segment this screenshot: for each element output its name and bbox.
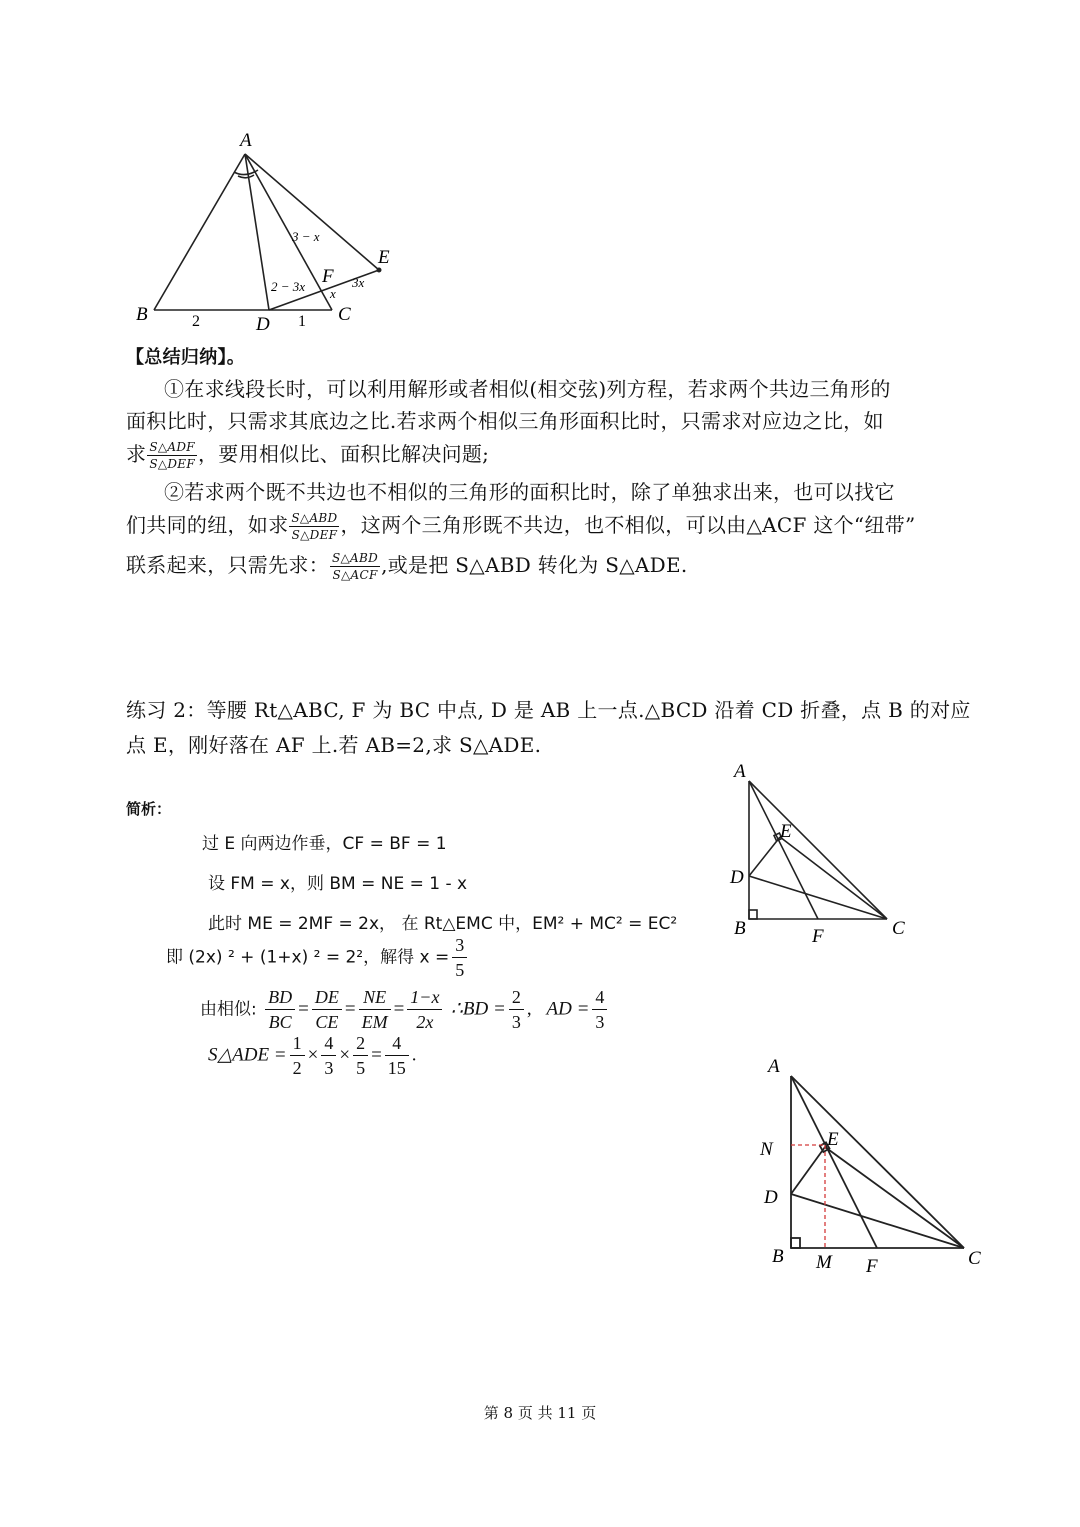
- fig3-label-C: C: [968, 1248, 981, 1269]
- r1-den: BC: [268, 1012, 292, 1032]
- a2-fraction: [321, 1034, 336, 1077]
- solution-line2: 设 FM = x，则 BM = NE = 1 - x: [208, 874, 468, 894]
- fig1-label-D: D: [256, 314, 270, 335]
- solution-line4: [166, 936, 470, 979]
- summary-p1-frac-num: S△ADF: [147, 441, 197, 456]
- solution-line5: 由相似: $\frac{BD}{BC}$ = $\frac{DE}{CE}$ = $\frac{NE}{EM}$ = $\frac{1-x}{2x}$ ∴BD = $\frac{2}{3}$ , AD = $\frac{4}{3}$: [200, 988, 610, 1031]
- area-text: S△ADE =: [208, 1044, 287, 1066]
- r1-num: BD: [265, 988, 295, 1010]
- r3-den: EM: [361, 1012, 388, 1032]
- fig1-label-B: B: [136, 304, 148, 325]
- fig3-label-E: E: [827, 1129, 839, 1150]
- triangle-figure-3: [750, 1050, 1000, 1290]
- exercise-line2: 点 E，刚好落在 AF 上.若 AB=2,求 S△ADE.: [126, 733, 542, 757]
- solution-line4-pre: 即 (2x) ² + (1+x) ² = 2²，解得 x =: [166, 947, 450, 968]
- r2-den: CE: [315, 1012, 339, 1032]
- page-footer: 第 8 页 共 11 页: [483, 1404, 597, 1422]
- ratio-x: [407, 988, 442, 1031]
- bd-num: 2: [509, 988, 524, 1010]
- fig3-label-N: N: [760, 1139, 773, 1160]
- a2-den: 3: [324, 1058, 334, 1078]
- fig1-label-A: A: [240, 130, 252, 151]
- ratio-bd-bc: [265, 988, 295, 1031]
- solution-line3: 此时 ME = 2MF = 2x， 在 Rt△EMC 中，EM² + MC² = EC²: [208, 914, 678, 934]
- r3-num: NE: [359, 988, 391, 1010]
- summary-p2-frac-num: S△ABD: [291, 511, 338, 525]
- bd-den: 3: [511, 1012, 521, 1032]
- summary-p2-fraction: [289, 512, 339, 541]
- fig2-label-A: A: [734, 761, 746, 782]
- summary-p2b-frac-den: S△ACF: [332, 568, 378, 582]
- summary-p1-line3-pre: 求: [126, 442, 147, 466]
- a3-fraction: [353, 1034, 368, 1077]
- a1-num: 1: [290, 1034, 305, 1056]
- fig2-label-B: B: [734, 918, 746, 939]
- exercise-line1: 练习 2：等腰 Rt△ABC, F 为 BC 中点, D 是 AB 上一点.△BCD 沿着 CD 折叠，点 B 的对应: [126, 698, 971, 722]
- ad-fraction: [592, 988, 607, 1031]
- fig2-label-F: F: [812, 926, 824, 947]
- x-den: 5: [455, 960, 465, 980]
- r2-num: DE: [312, 988, 342, 1010]
- fig2-label-D: D: [730, 867, 744, 888]
- summary-p2-line3-pre: 联系起来，只需先求：: [126, 553, 329, 577]
- bd-text: ∴BD =: [450, 998, 506, 1020]
- bd-fraction: [509, 988, 524, 1031]
- fig1-seg-dc: 1: [298, 313, 306, 330]
- summary-p1-line3: [126, 438, 489, 470]
- fig1-seg-df: 2 − 3x: [271, 279, 306, 294]
- fig1-label-F: F: [322, 266, 334, 287]
- fig1-seg-ce: 3x: [352, 275, 365, 290]
- a1-fraction: [290, 1034, 305, 1077]
- summary-p2-frac-den: S△DEF: [291, 528, 338, 542]
- fig3-label-B: B: [772, 1246, 784, 1267]
- summary-p2b-fraction: [330, 552, 380, 581]
- a3-den: 5: [356, 1058, 366, 1078]
- ratio-ne-em: [359, 988, 391, 1031]
- summary-p1-line2: 面积比时，只需求其底边之比.若求两个相似三角形面积比时，只需求对应边之比，如: [126, 409, 884, 433]
- fig3-label-A: A: [768, 1056, 780, 1077]
- ratio-de-ce: [312, 988, 342, 1031]
- fig1-seg-bd: 2: [192, 313, 200, 330]
- a4-num: 4: [385, 1034, 409, 1056]
- fig2-label-C: C: [892, 918, 905, 939]
- summary-p2-line2: [126, 509, 916, 541]
- a4-fraction: [385, 1034, 409, 1077]
- fig3-label-F: F: [866, 1256, 878, 1277]
- solution-line5-pre: 由相似:: [200, 999, 257, 1020]
- ad-num: 4: [592, 988, 607, 1010]
- fig1-label-C: C: [338, 304, 351, 325]
- a3-num: 2: [353, 1034, 368, 1056]
- fig1-label-E: E: [378, 247, 390, 268]
- summary-p2-line2-pre: 们共同的纽，如求: [126, 513, 289, 537]
- solution-x-fraction: [452, 936, 467, 979]
- fig3-label-M: M: [816, 1252, 832, 1273]
- r4-num: 1−x: [407, 988, 442, 1010]
- summary-p2-line2-post: ，这两个三角形既不共边，也不相似，可以由△ACF 这个“纽带”: [340, 513, 916, 537]
- ad-den: 3: [595, 1012, 605, 1032]
- triangle-figure-1: [126, 120, 416, 340]
- triangle-figure-2: [720, 755, 920, 955]
- solution-heading: 简析：: [126, 800, 172, 818]
- summary-heading: 【总结归纳】。: [126, 347, 246, 368]
- fig2-label-E: E: [780, 821, 792, 842]
- a2-num: 4: [321, 1034, 336, 1056]
- summary-p1-frac-den: S△DEF: [149, 457, 195, 471]
- fig1-seg-ae: 3 − x: [292, 229, 320, 244]
- a4-den: 15: [387, 1058, 406, 1078]
- summary-p2b-frac-num: S△ABD: [332, 551, 379, 565]
- summary-p1-fraction: [147, 441, 197, 470]
- solution-area-line: S△ADE = $\frac{1}{2}$ × $\frac{4}{3}$ × $\frac{2}{5}$ = $\frac{4}{15}$ .: [208, 1033, 417, 1078]
- fig3-label-D: D: [764, 1187, 778, 1208]
- fig1-seg-fc: x: [330, 286, 336, 301]
- summary-p2-line3-post: ,或是把 S△ABD 转化为 S△ADE.: [381, 553, 688, 577]
- summary-p2-line1: ②若求两个既不共边也不相似的三角形的面积比时，除了单独求出来，也可以找它: [164, 480, 895, 504]
- solution-line1: 过 E 向两边作垂，CF = BF = 1: [202, 834, 447, 854]
- summary-p1-line3-post: ，要用相似比、面积比解决问题;: [197, 442, 490, 466]
- x-num: 3: [452, 936, 467, 958]
- summary-p2-line3: [126, 549, 688, 581]
- a1-den: 2: [292, 1058, 302, 1078]
- ad-text: AD =: [546, 998, 590, 1020]
- summary-p1-line1: ①在求线段长时，可以利用解形或者相似(相交弦)列方程，若求两个共边三角形的: [164, 377, 891, 401]
- r4-den: 2x: [416, 1012, 434, 1032]
